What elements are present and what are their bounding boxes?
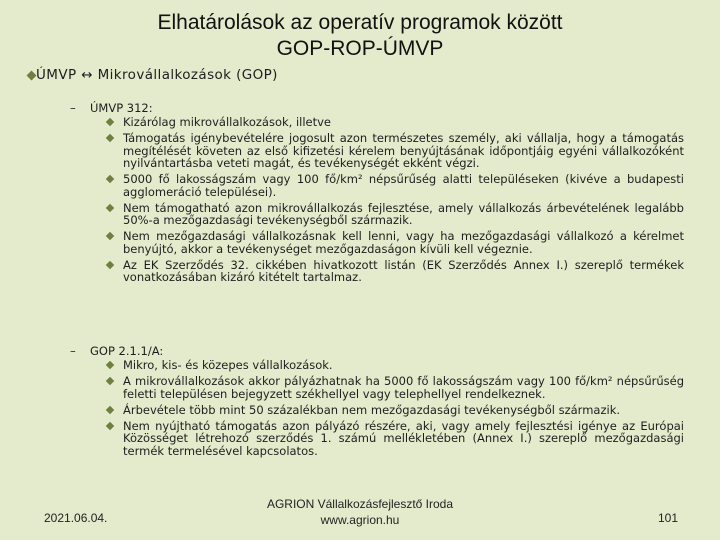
list-item	[66, 116, 686, 129]
diamond-bullet-icon	[106, 175, 114, 183]
list-item	[66, 202, 686, 227]
level1-heading: ÚMVP ↔ Mikrovállalkozások (GOP)	[36, 67, 278, 83]
list-item-text: Nem támogatható azon mikrovállalkozás fejlesztése, amely vállalkozás árbevételének legalább 50%-a mezőgazdasági tevékenységből származik.	[123, 200, 684, 227]
diamond-bullet-icon	[106, 203, 114, 211]
section-gop-2-1-1-a	[66, 343, 686, 461]
diamond-bullet-icon	[106, 361, 114, 369]
list-item-text: Nem nyújtható támogatás azon pályázó részére, aki, vagy amely fejlesztési igénye az Európai Közösséget létrehozó szerződés 1. számú mellékletében (Annex I.) szereplő mezőgazdasági termék termelésével kapcsolatos.	[123, 418, 684, 458]
list-item	[66, 132, 686, 170]
section-umvp-312	[66, 100, 686, 287]
diamond-bullet-icon	[106, 377, 114, 385]
dash-bullet-icon: –	[70, 344, 76, 358]
item-list	[66, 116, 686, 284]
list-item	[66, 173, 686, 198]
footer-organization	[240, 496, 480, 528]
diamond-bullet-icon	[106, 232, 114, 240]
diamond-bullet-icon	[106, 260, 114, 268]
item-list	[66, 359, 686, 457]
title-line-1: Elhatárolások az operatív programok között	[157, 11, 563, 34]
list-item	[66, 259, 686, 284]
list-item	[66, 375, 686, 400]
slide-title	[60, 10, 660, 62]
diamond-bullet-icon	[27, 71, 37, 81]
diamond-bullet-icon	[106, 134, 114, 142]
footer-org-url: www.agrion.hu	[320, 513, 400, 527]
section-heading	[66, 343, 686, 359]
dash-bullet-icon: –	[70, 101, 76, 115]
title-line-2: GOP-ROP-ÚMVP	[276, 37, 444, 60]
diamond-bullet-icon	[106, 405, 114, 413]
list-item-text: 5000 fő lakosságszám vagy 100 fő/km² népsűrűség alatti településeken (kivéve a budapesti agglomeráció települései).	[123, 172, 684, 199]
list-item-text: A mikrovállalkozások akkor pályázhatnak ha 5000 fő lakosságszám vagy 100 fő/km² népsűrűség feletti településen bejegyzett székhellyel vagy telephellyel rendelkeznek.	[123, 374, 684, 401]
list-item-text: Kizárólag mikrovállalkozások, illetve	[123, 115, 331, 129]
list-item-text: Támogatás igénybevételére jogosult azon természetes személy, aki vállalja, hogy a támogatás megítélését követen az első kifizetési kérelem benyújtásának időpontjáig egyéni vállalkozóként nyilvántartásba veteti magát, és tevékenységét ekként végzi.	[123, 131, 684, 170]
list-item-text: Az EK Szerződés 32. cikkében hivatkozott listán (EK Szerződés Annex I.) szereplő termékek vonatkozásában kizáró kitételt tartalmaz.	[123, 257, 684, 284]
diamond-bullet-icon	[106, 421, 114, 429]
section-heading-text: ÚMVP 312:	[90, 101, 153, 115]
list-item-text: Árbevétele több mint 50 százalékban nem mezőgazdasági tevékenységből származik.	[123, 402, 621, 417]
list-item	[66, 359, 686, 372]
list-item	[66, 230, 686, 255]
list-item-text: Mikro, kis- és közepes vállalkozások.	[123, 358, 333, 372]
list-item	[66, 404, 686, 417]
list-item	[66, 420, 686, 458]
diamond-bullet-icon	[106, 118, 114, 126]
section-heading-text: GOP 2.1.1/A:	[90, 344, 164, 358]
list-item-text: Nem mezőgazdasági vállalkozásnak kell lenni, vagy ha mezőgazdasági vállalkozó a kérelmet benyújtó, akkor a tevékenységet mezőgazdaságon kívüli kell végeznie.	[123, 229, 684, 256]
footer-date: 2021.06.04.	[44, 511, 108, 525]
page-number: 101	[657, 511, 678, 525]
section-heading	[66, 100, 686, 116]
footer-org-name: AGRION Vállalkozásfejlesztő Iroda	[266, 497, 454, 511]
